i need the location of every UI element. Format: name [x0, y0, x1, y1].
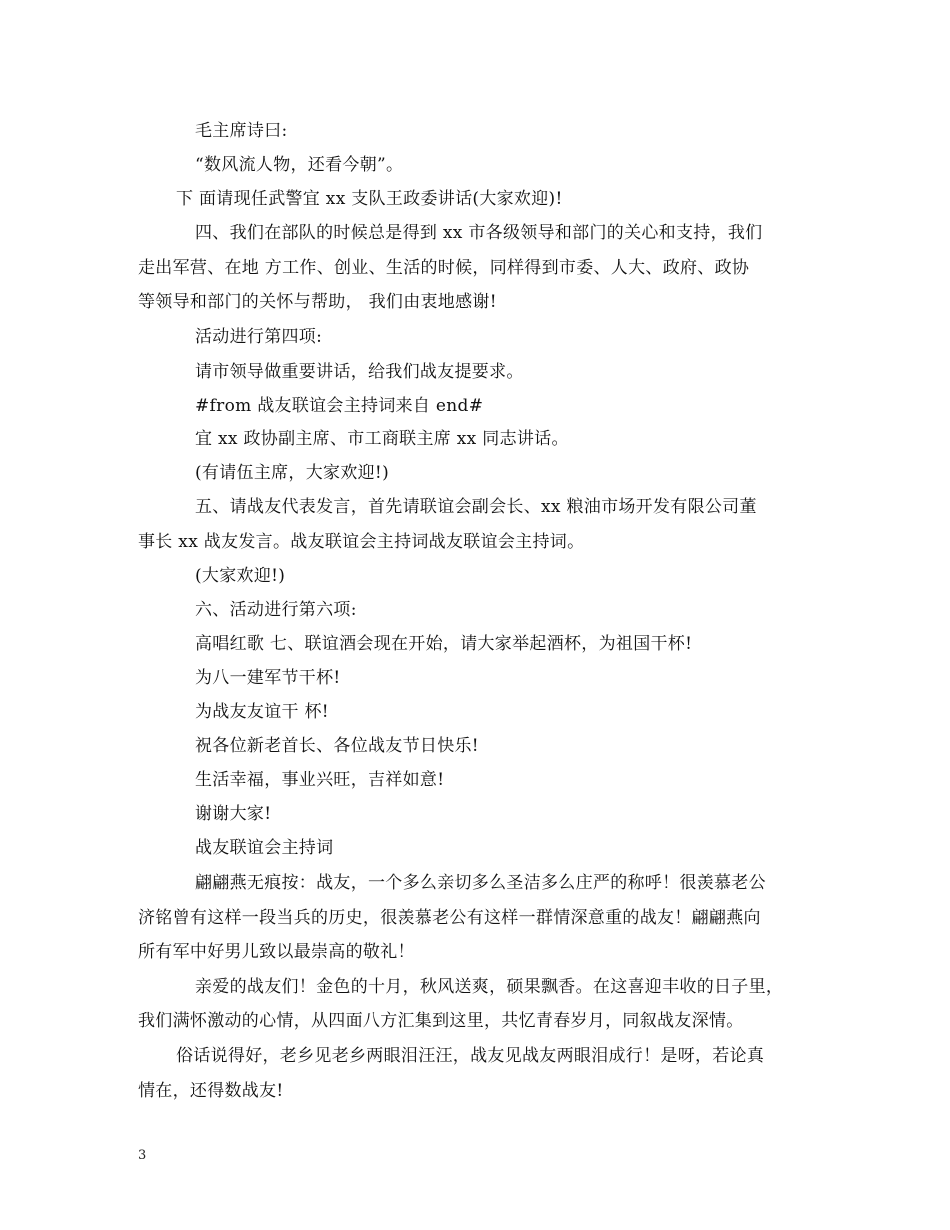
text-line: 为战友友谊干 杯!: [195, 702, 329, 722]
text-line: 情在，还得数战友!: [138, 1081, 284, 1101]
text-line: 高唱红歌 七、联谊酒会现在开始，请大家举起酒杯，为祖国干杯!: [195, 634, 693, 654]
text-line: 五、请战友代表发言，首先请联谊会副会长、xx 粮油市场开发有限公司董: [195, 497, 757, 517]
text-line: 谢谢大家!: [195, 804, 272, 824]
text-line: 我们满怀激动的心情，从四面八方汇集到这里，共忆青春岁月，同叙战友深情。: [138, 1011, 744, 1031]
text-line: 活动进行第四项:: [195, 327, 323, 347]
text-line: 翩翩燕无痕按：战友，一个多么亲切多么圣洁多么庄严的称呼！很羡慕老公: [195, 873, 766, 893]
text-line: (有请伍主席，大家欢迎!): [195, 463, 389, 483]
text-line: 生活幸福，事业兴旺，吉祥如意!: [195, 770, 445, 790]
text-line: 走出军营、在地 方工作、创业、生活的时候，同样得到市委、人大、政府、政协: [138, 258, 750, 278]
text-line: 四、我们在部队的时候总是得到 xx 市各级领导和部门的关心和支持，我们: [195, 223, 763, 243]
text-line: 俗话说得好，老乡见老乡两眼泪汪汪，战友见战友两眼泪成行！是呀，若论真: [176, 1046, 765, 1066]
text-line: 事长 xx 战友发言。战友联谊会主持词战友联谊会主持词。: [138, 532, 585, 552]
text-line: “数风流人物，还看今朝”。: [195, 155, 404, 175]
text-line: 六、活动进行第六项:: [195, 600, 357, 620]
text-line: 所有军中好男儿致以最崇高的敬礼！: [138, 942, 415, 962]
text-line: 请市领导做重要讲话，给我们战友提要求。: [195, 362, 524, 382]
text-line: 为八一建军节干杯!: [195, 668, 341, 688]
text-line: 下 面请现任武警宜 xx 支队王政委讲话(大家欢迎)!: [176, 189, 563, 209]
text-line: 等领导和部门的关怀与帮助， 我们由衷地感谢!: [138, 292, 497, 312]
text-line: #from 战友联谊会主持词来自 end#: [195, 396, 484, 416]
text-line: 毛主席诗曰:: [195, 121, 288, 141]
text-line: 亲爱的战友们！金色的十月，秋风送爽，硕果飘香。在这喜迎丰收的日子里，: [195, 977, 784, 997]
text-line: (大家欢迎!): [195, 566, 286, 586]
text-line: 宜 xx 政协副主席、市工商联主席 xx 同志讲话。: [195, 429, 569, 449]
page-number: 3: [138, 1148, 147, 1163]
text-line: 战友联谊会主持词: [195, 838, 334, 858]
text-line: 祝各位新老首长、各位战友节日快乐!: [195, 736, 479, 756]
text-line: 济铭曾有这样一段当兵的历史，很羡慕老公有这样一群情深意重的战友！翩翩燕向: [138, 908, 761, 928]
